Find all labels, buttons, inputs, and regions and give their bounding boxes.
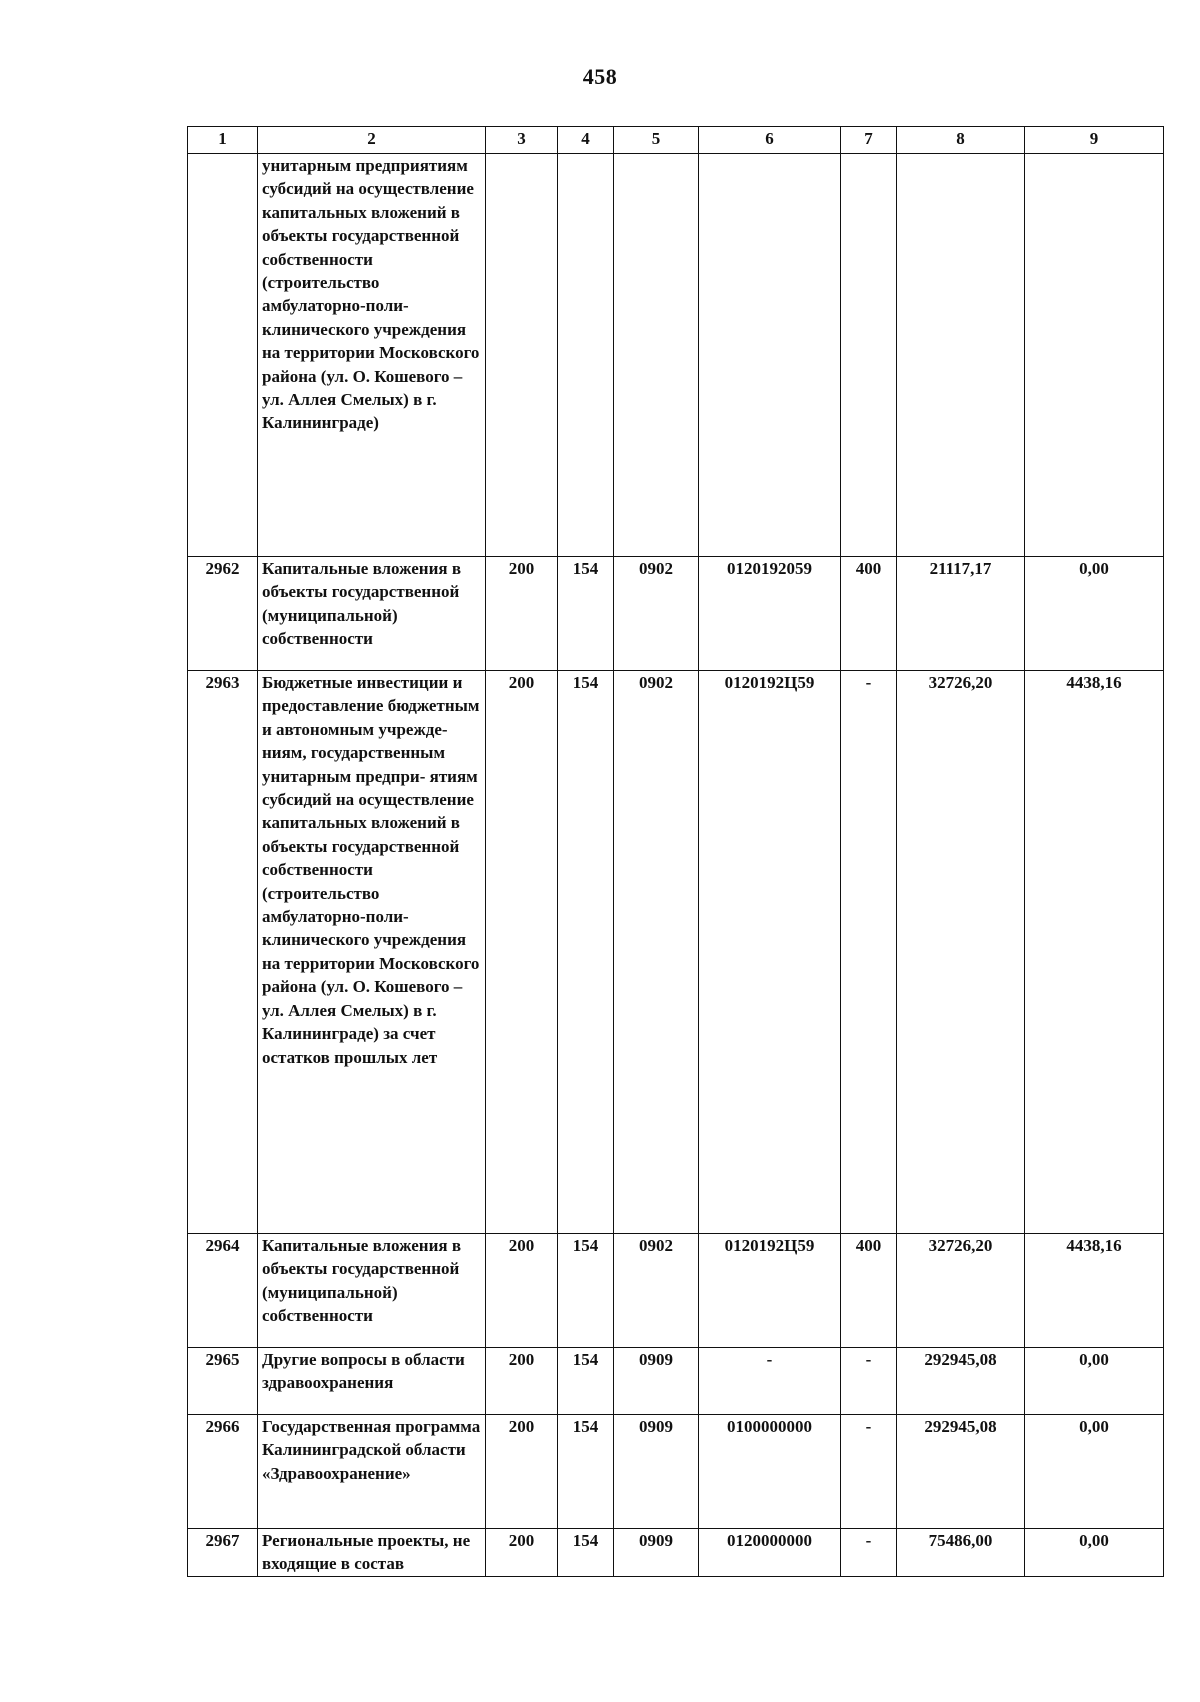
cell-col-8: 292945,08 (897, 1415, 1025, 1529)
budget-table (187, 126, 1164, 1577)
header-col-9: 9 (1025, 127, 1164, 154)
cell-col-3: 200 (486, 1234, 558, 1348)
cell-col-4: 154 (558, 671, 614, 1234)
row-number: 2963 (188, 671, 258, 1234)
row-name: Другие вопросы в области здравоохранения (258, 1348, 486, 1415)
cell-col-3 (486, 154, 558, 557)
cell-col-3: 200 (486, 557, 558, 671)
table-row (188, 671, 1164, 1234)
cell-col-9: 0,00 (1025, 1415, 1164, 1529)
cell-col-9: 4438,16 (1025, 671, 1164, 1234)
row-name: унитарным предприятиям субсидий на осуществление капитальных вложений в объекты государственной собственности (строительство амбулаторно-поли- клинического учреждения на территории Московского района (ул. О. Кошевого – ул. Аллея Смелых) в г. Калининграде) (258, 154, 486, 557)
cell-col-5: 0902 (614, 557, 699, 671)
table-row (188, 154, 1164, 557)
cell-col-5: 0909 (614, 1415, 699, 1529)
row-number: 2962 (188, 557, 258, 671)
cell-col-5 (614, 154, 699, 557)
cell-col-7: - (841, 671, 897, 1234)
row-number: 2966 (188, 1415, 258, 1529)
header-col-7: 7 (841, 127, 897, 154)
cell-col-8: 75486,00 (897, 1529, 1025, 1577)
row-name: Капитальные вложения в объекты государственной (муниципальной) собственности (258, 1234, 486, 1348)
header-col-3: 3 (486, 127, 558, 154)
cell-col-6: 0120192Ц59 (699, 671, 841, 1234)
cell-col-6: 0120000000 (699, 1529, 841, 1577)
header-col-2: 2 (258, 127, 486, 154)
cell-col-7: - (841, 1348, 897, 1415)
header-col-6: 6 (699, 127, 841, 154)
cell-col-8: 292945,08 (897, 1348, 1025, 1415)
cell-col-3: 200 (486, 671, 558, 1234)
header-col-8: 8 (897, 127, 1025, 154)
cell-col-8: 21117,17 (897, 557, 1025, 671)
cell-col-3: 200 (486, 1529, 558, 1577)
row-name: Капитальные вложения в объекты государственной (муниципальной) собственности (258, 557, 486, 671)
cell-col-3: 200 (486, 1415, 558, 1529)
row-name: Бюджетные инвестиции и предоставление бюджетным и автономным учрежде- ниям, государственным унитарным предпри- ятиям субсидий на осуществление капитальных вложений в объекты государственной собственности (строительство амбулаторно-поли- клинического учреждения на территории Московского района (ул. О. Кошевого – ул. Аллея Смелых) в г. Калининграде) за счет остатков прошлых лет (258, 671, 486, 1234)
cell-col-4: 154 (558, 1348, 614, 1415)
cell-col-7: - (841, 1415, 897, 1529)
header-row (188, 127, 1164, 154)
cell-col-5: 0902 (614, 671, 699, 1234)
row-number (188, 154, 258, 557)
cell-col-4: 154 (558, 557, 614, 671)
cell-col-6: 0120192059 (699, 557, 841, 671)
cell-col-3: 200 (486, 1348, 558, 1415)
header-col-4: 4 (558, 127, 614, 154)
row-number: 2967 (188, 1529, 258, 1577)
cell-col-9: 4438,16 (1025, 1234, 1164, 1348)
cell-col-9: 0,00 (1025, 557, 1164, 671)
cell-col-7: - (841, 1529, 897, 1577)
cell-col-7: 400 (841, 1234, 897, 1348)
cell-col-8 (897, 154, 1025, 557)
row-name: Государственная программа Калининградской области «Здравоохранение» (258, 1415, 486, 1529)
cell-col-5: 0909 (614, 1529, 699, 1577)
row-number: 2965 (188, 1348, 258, 1415)
cell-col-8: 32726,20 (897, 671, 1025, 1234)
cell-col-8: 32726,20 (897, 1234, 1025, 1348)
table-row (188, 557, 1164, 671)
table-row (188, 1348, 1164, 1415)
header-col-5: 5 (614, 127, 699, 154)
cell-col-5: 0902 (614, 1234, 699, 1348)
cell-col-6 (699, 154, 841, 557)
cell-col-6: - (699, 1348, 841, 1415)
cell-col-7 (841, 154, 897, 557)
cell-col-9: 0,00 (1025, 1529, 1164, 1577)
cell-col-9 (1025, 154, 1164, 557)
table-row (188, 1415, 1164, 1529)
cell-col-6: 0100000000 (699, 1415, 841, 1529)
cell-col-4: 154 (558, 1529, 614, 1577)
cell-col-4: 154 (558, 1234, 614, 1348)
cell-col-4 (558, 154, 614, 557)
cell-col-4: 154 (558, 1415, 614, 1529)
row-name: Региональные проекты, не входящие в состав (258, 1529, 486, 1577)
header-col-1: 1 (188, 127, 258, 154)
page-number: 458 (582, 64, 618, 89)
cell-col-6: 0120192Ц59 (699, 1234, 841, 1348)
table-row (188, 1234, 1164, 1348)
cell-col-5: 0909 (614, 1348, 699, 1415)
cell-col-7: 400 (841, 557, 897, 671)
cell-col-9: 0,00 (1025, 1348, 1164, 1415)
row-number: 2964 (188, 1234, 258, 1348)
table-row (188, 1529, 1164, 1577)
